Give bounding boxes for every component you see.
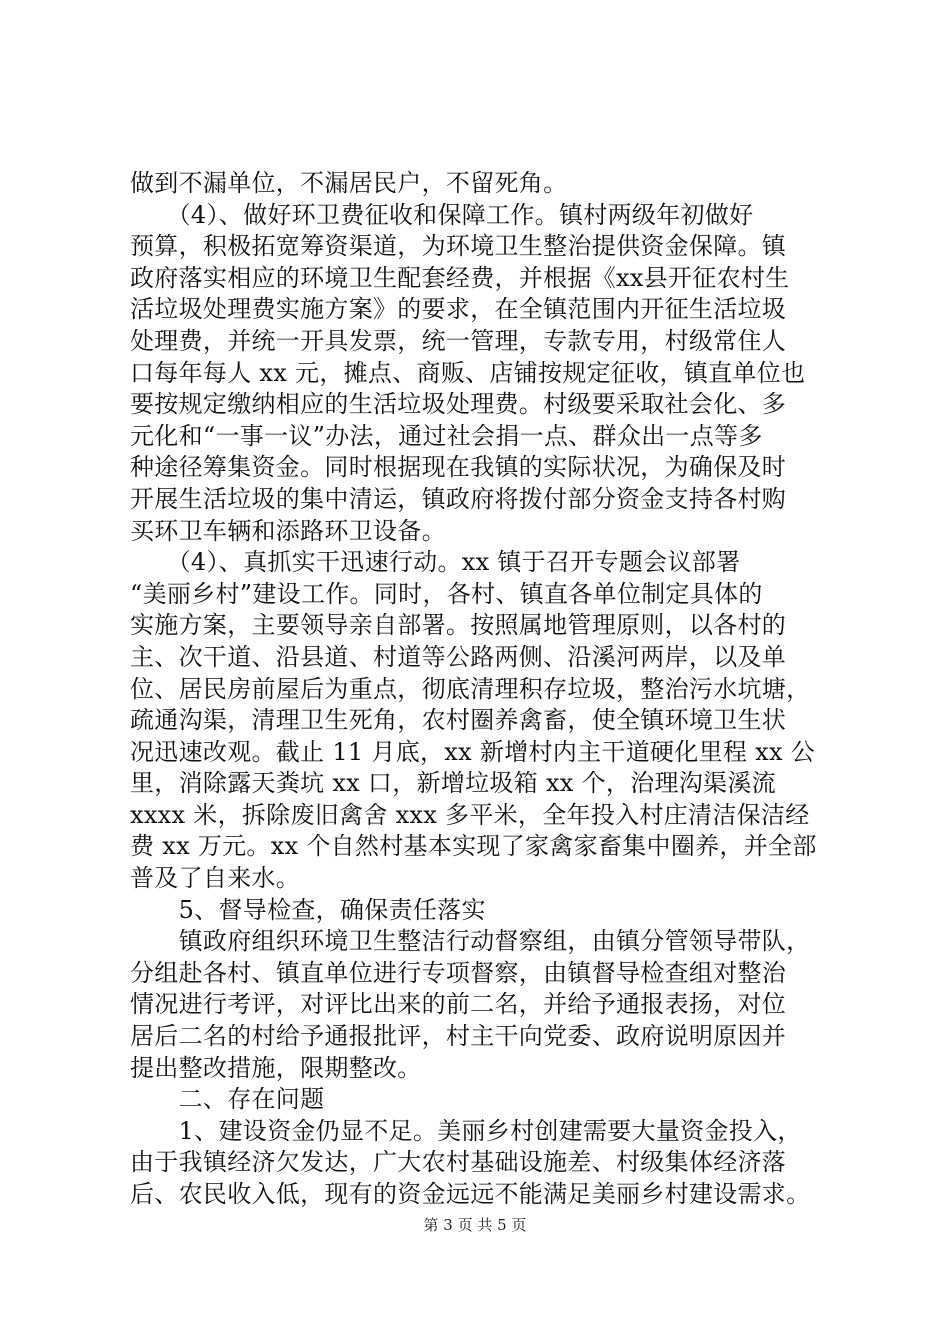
text-line: 由于我镇经济欠发达，广大农村基础设施差、村级集体经济落 <box>130 1148 787 1177</box>
text-line: xxxx 米，拆除废旧禽舍 xxx 多平米，全年投入村庄清洁保洁经 <box>130 800 810 829</box>
text-line: “美丽乡村”建设工作。同时，各村、镇直各单位制定具体的 <box>130 579 763 608</box>
text-line: 买环卫车辆和添路环卫设备。 <box>130 516 446 545</box>
text-line: 位、居民房前屋后为重点，彻底清理积存垃圾，整治污水坑塘， <box>130 674 811 703</box>
text-line: 提出整改措施，限期整改。 <box>130 1053 422 1082</box>
text-line: 预算，积极拓宽筹资渠道，为环境卫生整治提供资金保障。镇 <box>130 232 787 261</box>
text-line: 种途径筹集资金。同时根据现在我镇的实际状况，为确保及时 <box>130 453 787 482</box>
text-line: 分组赴各村、镇直单位进行专项督察，由镇督导检查组对整治 <box>130 958 787 987</box>
text-line: 做到不漏单位，不漏居民户，不留死角。 <box>130 169 568 197</box>
text-line: 政府落实相应的环境卫生配套经费，并根据《xx县开征农村生 <box>130 263 790 292</box>
text-line: 居后二名的村给予通报批评，村主干向党委、政府说明原因并 <box>130 1022 787 1051</box>
text-line: 普及了自来水。 <box>130 864 301 893</box>
text-line: 费 xx 万元。xx 个自然村基本实现了家禽家畜集中圈养，并全部 <box>130 832 817 861</box>
text-line: 开展生活垃圾的集中清运，镇政府将拨付部分资金支持各村购 <box>130 484 787 513</box>
text-line: 主、次干道、沿县道、村道等公路两侧、沿溪河两岸，以及单 <box>130 642 787 671</box>
text-line: 况迅速改观。截止 11 月底，xx 新增村内主干道硬化里程 xx 公 <box>130 737 816 766</box>
section-heading: 5、督导检查，确保责任落实 <box>130 895 486 924</box>
section-heading: 二、存在问题 <box>130 1085 325 1114</box>
text-line: 疏通沟渠，清理卫生死角，农村圈养禽畜，使全镇环境卫生状 <box>130 706 787 735</box>
text-line: 1、建设资金仍显不足。美丽乡村创建需要大量资金投入， <box>130 1116 802 1145</box>
text-line: 要按规定缴纳相应的生活垃圾处理费。村级要采取社会化、多 <box>130 390 787 419</box>
text-line: 元化和“一事一议”办法，通过社会捐一点、群众出一点等多 <box>130 421 763 450</box>
text-line: 口每年每人 xx 元，摊点、商贩、店铺按规定征收，镇直单位也 <box>130 358 806 387</box>
text-line: 处理费，并统一开具发票，统一管理，专款专用，村级常住人 <box>130 326 787 355</box>
text-line: 里，消除露天粪坑 xx 口，新增垃圾箱 xx 个，治理沟渠溪流 <box>130 769 776 798</box>
text-line: 镇政府组织环境卫生整洁行动督察组，由镇分管领导带队， <box>130 927 811 956</box>
text-line: （4）、做好环卫费征收和保障工作。镇村两级年初做好 <box>130 200 754 229</box>
text-line: （4）、真抓实干迅速行动。xx 镇于召开专题会议部署 <box>130 548 741 577</box>
text-line: 活垃圾处理费实施方案》的要求，在全镇范围内开征生活垃圾 <box>130 295 787 324</box>
document-body <box>130 168 855 1211</box>
text-line: 后、农民收入低，现有的资金远远不能满足美丽乡村建设需求。 <box>130 1180 811 1208</box>
text-line: 情况进行考评，对评比出来的前二名，并给予通报表扬，对位 <box>130 990 787 1019</box>
text-line: 实施方案，主要领导亲自部署。按照属地管理原则，以各村的 <box>130 611 787 640</box>
page-number-footer: 第 3 页 共 5 页 <box>423 1216 527 1234</box>
